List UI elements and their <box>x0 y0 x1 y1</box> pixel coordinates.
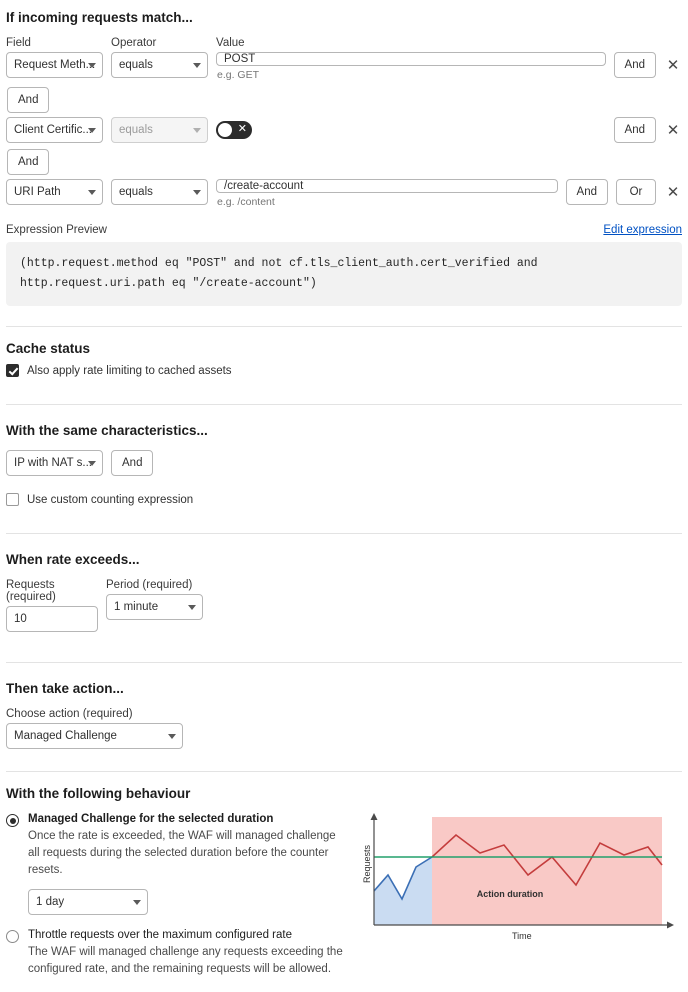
expression-preview-box: (http.request.method eq "POST" and not cf.tls_client_auth.cert_verified and http.request.uri.path eq "/create-account") <box>6 242 682 306</box>
behaviour-options <box>6 813 346 991</box>
remove-row-2-icon[interactable]: ✕ <box>666 121 680 139</box>
chevron-down-icon <box>188 605 196 610</box>
or-button-row-3[interactable]: Or <box>616 179 656 205</box>
requests-input[interactable]: 10 <box>6 606 98 632</box>
custom-counting-row[interactable] <box>6 493 682 506</box>
characteristics-row <box>6 450 682 476</box>
behaviour-option-2-desc: The WAF will managed challenge any requests exceeding the configured rate, and the remaining requests will be allowed. <box>28 946 343 975</box>
field-select-2-value: Client Certific... <box>14 124 92 136</box>
behaviour-option-1-title: Managed Challenge for the selected duration <box>28 813 274 826</box>
characteristics-and-button[interactable]: And <box>111 450 153 476</box>
divider-4 <box>6 662 682 663</box>
operator-select-1[interactable] <box>111 52 208 78</box>
operator-select-3[interactable] <box>111 179 208 205</box>
chevron-down-icon <box>193 128 201 133</box>
cache-status-title: Cache status <box>6 341 91 357</box>
operator-select-2-value: equals <box>119 124 153 136</box>
value-select-1-value: POST <box>224 53 256 65</box>
requests-label: Requests (required) <box>6 579 56 604</box>
match-row-1 <box>6 52 682 81</box>
value-hint-1: e.g. GET <box>217 69 260 81</box>
cache-checkbox-label: Also apply rate limiting to cached assets <box>27 364 232 377</box>
and-button-row-2[interactable]: And <box>614 117 656 143</box>
close-icon: ✕ <box>237 123 247 135</box>
chevron-down-icon <box>193 190 201 195</box>
chevron-down-icon <box>88 461 96 466</box>
remove-row-1-icon[interactable]: ✕ <box>666 56 680 74</box>
value-input-3[interactable]: /create-account <box>216 179 558 193</box>
behaviour-radio-2[interactable] <box>6 930 19 943</box>
field-select-1[interactable] <box>6 52 103 78</box>
and-separator-2[interactable]: And <box>7 149 49 175</box>
edit-expression-link[interactable]: Edit expression <box>603 224 682 236</box>
rate-title: When rate exceeds... <box>6 552 140 568</box>
column-header-value: Value <box>216 37 245 49</box>
duration-select[interactable] <box>28 889 148 915</box>
field-select-2[interactable] <box>6 117 103 143</box>
action-title: Then take action... <box>6 681 124 697</box>
behaviour-option-2-title: Throttle requests over the maximum configured rate <box>28 929 292 942</box>
behaviour-option-1-desc: Once the rate is exceeded, the WAF will managed challenge all requests during the selected duration before the counter resets. <box>28 830 336 876</box>
custom-counting-checkbox[interactable] <box>6 493 19 506</box>
rate-fields <box>6 579 682 632</box>
rate-limit-illustration-svg <box>360 813 680 948</box>
action-select[interactable] <box>6 723 183 749</box>
behaviour-option-2[interactable] <box>6 929 346 977</box>
characteristics-title: With the same characteristics... <box>6 423 208 439</box>
toggle-knob <box>218 123 232 137</box>
behaviour-option-1[interactable] <box>6 813 346 915</box>
match-section-title: If incoming requests match... <box>6 10 193 25</box>
field-select-1-value: Request Meth... <box>14 59 96 71</box>
and-separator-1[interactable]: And <box>7 87 49 113</box>
cache-checkbox[interactable] <box>6 364 19 377</box>
behaviour-title: With the following behaviour <box>6 786 191 802</box>
chevron-down-icon <box>88 190 96 195</box>
svg-text:Requests: Requests <box>362 845 372 884</box>
and-button-row-3[interactable]: And <box>566 179 608 205</box>
svg-text:Time: Time <box>512 931 532 942</box>
duration-select-value: 1 day <box>36 896 65 909</box>
divider-1 <box>6 326 682 327</box>
period-select[interactable] <box>106 594 203 620</box>
custom-counting-label: Use custom counting expression <box>27 493 194 506</box>
field-select-3-value: URI Path <box>14 186 61 198</box>
divider-2 <box>6 404 682 405</box>
behaviour-content <box>6 813 682 991</box>
operator-select-2 <box>111 117 208 143</box>
match-column-headers <box>6 37 682 49</box>
expression-preview-label: Expression Preview <box>6 224 107 236</box>
divider-5 <box>6 771 682 772</box>
chevron-down-icon <box>193 63 201 68</box>
rate-limiting-rule-form <box>0 10 688 992</box>
expression-preview-header <box>6 224 682 236</box>
cache-checkbox-row[interactable] <box>6 364 682 377</box>
characteristic-select[interactable] <box>6 450 103 476</box>
operator-select-3-value: equals <box>119 186 153 198</box>
column-header-field: Field <box>6 37 31 49</box>
value-hint-3: e.g. /content <box>217 196 275 208</box>
behaviour-chart <box>360 813 682 991</box>
period-label: Period (required) <box>106 579 193 592</box>
match-row-2 <box>6 117 682 143</box>
chevron-down-icon <box>88 128 96 133</box>
action-select-value: Managed Challenge <box>14 730 117 743</box>
operator-select-1-value: equals <box>119 59 153 71</box>
column-header-operator: Operator <box>111 37 157 49</box>
and-button-row-1[interactable]: And <box>614 52 656 78</box>
divider-3 <box>6 533 682 534</box>
period-select-value: 1 minute <box>114 601 159 614</box>
choose-action-label: Choose action (required) <box>6 708 133 721</box>
chevron-down-icon <box>88 63 96 68</box>
value-select-1[interactable] <box>216 52 606 66</box>
cert-verified-toggle[interactable] <box>216 121 252 139</box>
chevron-down-icon <box>168 734 176 739</box>
svg-text:Action duration: Action duration <box>476 889 544 900</box>
remove-row-3-icon[interactable]: ✕ <box>666 183 680 201</box>
characteristic-select-value: IP with NAT s... <box>14 457 92 470</box>
chevron-down-icon <box>133 900 141 905</box>
match-row-3 <box>6 179 682 208</box>
behaviour-radio-1[interactable] <box>6 814 19 827</box>
field-select-3[interactable] <box>6 179 103 205</box>
